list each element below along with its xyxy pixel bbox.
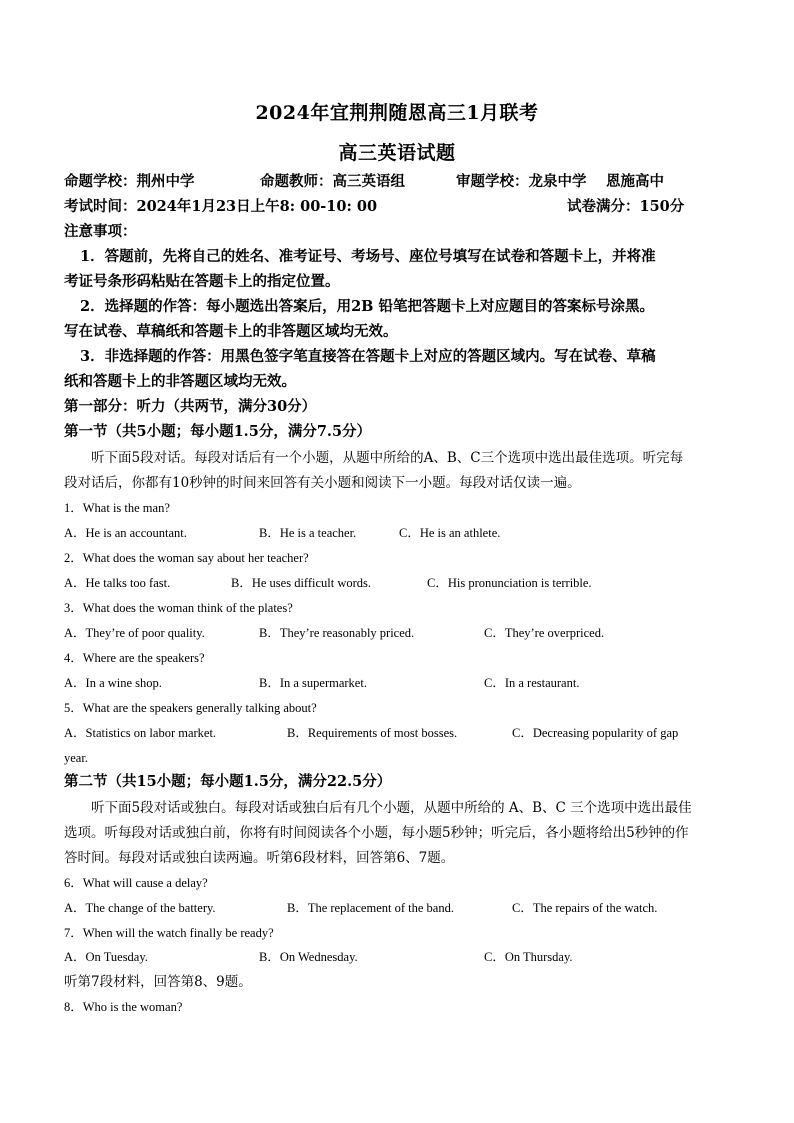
option-c: C．On Thursday. — [484, 950, 573, 964]
section-2-instructions-line-2: 选项。听每段对话或独白前，你将有时间阅读各个小题，每小题5秒钟；听完后，各小题将给出5秒钟的作 — [64, 825, 689, 841]
exam-title: 2024年宜荆荆随恩高三1月联考 — [255, 102, 539, 124]
option-c: C．The repairs of the watch. — [512, 901, 658, 915]
note-2-line-1: 2．选择题的作答：每小题选出答案后，用2B 铅笔把答题卡上对应题目的答案标号涂黑。 — [80, 298, 654, 315]
option-c: C．Decreasing popularity of gap — [512, 726, 679, 740]
option-b: B．He is a teacher. — [259, 526, 357, 540]
part-1-heading: 第一部分：听力（共两节，满分30分） — [64, 398, 317, 415]
question-4: 4．Where are the speakers? — [64, 651, 205, 665]
option-a: A．On Tuesday. — [64, 950, 148, 964]
material-7-instruction: 听第7段材料，回答第8、9题。 — [64, 974, 252, 990]
note-1-line-2: 考证号条形码粘贴在答题卡上的指定位置。 — [64, 273, 340, 290]
question-1: 1．What is the man? — [64, 501, 170, 515]
option-b: B．On Wednesday. — [259, 950, 358, 964]
teacher-label: 命题教师：高三英语组 — [260, 173, 405, 190]
option-a: A．He is an accountant. — [64, 526, 187, 540]
option-c: C．He is an athlete. — [399, 526, 501, 540]
question-6: 6．What will cause a delay? — [64, 876, 208, 890]
section-1-heading: 第一节（共5小题；每小题1.5分，满分7.5分） — [64, 423, 372, 440]
note-1-line-1: 1．答题前，先将自己的姓名、准考证号、考场号、座位号填写在试卷和答题卡上，并将准 — [80, 248, 656, 265]
note-3-line-2: 纸和答题卡上的非答题区域均无效。 — [64, 373, 296, 390]
option-a: A．Statistics on labor market. — [64, 726, 217, 740]
question-7: 7．When will the watch finally be ready? — [64, 926, 274, 940]
subject-title: 高三英语试题 — [338, 142, 456, 164]
section-2-heading: 第二节（共15小题；每小题1.5分，满分22.5分） — [64, 773, 392, 790]
option-b: B．They’re reasonably priced. — [259, 626, 415, 640]
option-a: A．The change of the battery. — [64, 901, 216, 915]
time-label: 考试时间：2024年1月23日上午8: 00-10: 00 — [64, 198, 378, 215]
section-1-instructions-line-1: 听下面5段对话。每段对话后有一个小题，从题中所给的A、B、C三个选项中选出最佳选项。听完每 — [91, 450, 684, 466]
question-5: 5．What are the speakers generally talking about? — [64, 701, 317, 715]
option-a: A．They’re of poor quality. — [64, 626, 205, 640]
section-2-instructions-line-1: 听下面5段对话或独白。每段对话或独白后有几个小题，从题中所给的 A、B、C 三个选项中选出最佳 — [91, 800, 692, 816]
option-b: B．He uses difficult words. — [231, 576, 372, 590]
score-label: 试卷满分：150分 — [567, 198, 685, 215]
option-c: C．In a restaurant. — [484, 676, 580, 690]
option-a: A．He talks too fast. — [64, 576, 171, 590]
option-c: C．His pronunciation is terrible. — [427, 576, 592, 590]
review-label: 审题学校：龙泉中学 恩施高中 — [456, 173, 665, 190]
option-b: B．Requirements of most bosses. — [287, 726, 458, 740]
notes-heading: 注意事项： — [64, 223, 137, 240]
option-b: B．The replacement of the band. — [287, 901, 454, 915]
option-c: C．They’re overpriced. — [484, 626, 605, 640]
note-2-line-2: 写在试卷、草稿纸和答题卡上的非答题区域均无效。 — [64, 323, 398, 340]
school-label: 命题学校：荆州中学 — [64, 173, 195, 190]
question-5-option-c-continued: year. — [64, 751, 88, 765]
question-8: 8．Who is the woman? — [64, 1000, 183, 1014]
note-3-line-1: 3．非选择题的作答：用黑色签字笔直接答在答题卡上对应的答题区域内。写在试卷、草稿 — [80, 348, 656, 365]
option-b: B．In a supermarket. — [259, 676, 367, 690]
section-2-instructions-line-3: 答时间。每段对话或独白读两遍。听第6段材料，回答第6、7题。 — [64, 850, 455, 866]
question-3: 3．What does the woman think of the plates? — [64, 601, 293, 615]
section-1-instructions-line-2: 段对话后，你都有10秒钟的时间来回答有关小题和阅读下一小题。每段对话仅读一遍。 — [64, 475, 581, 491]
option-a: A．In a wine shop. — [64, 676, 162, 690]
question-2: 2．What does the woman say about her teacher? — [64, 551, 309, 565]
